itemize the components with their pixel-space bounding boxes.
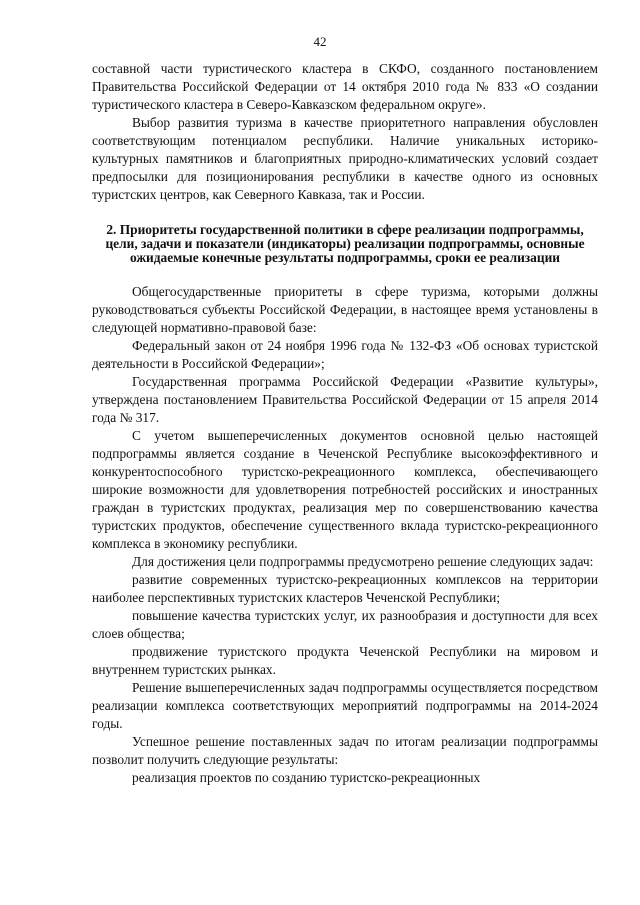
- paragraph: С учетом вышеперечисленных документов основной целью настоящей подпрограммы является создание в Чеченской Республике высокоэффективного и конкурентоспособного туристско-рекреационного комплекса, обеспечивающего широкие возможности для удовлетворения потребностей российских и иностранных граждан в туристских продуктах, реализация мер по совершенствованию качества туристских продуктов, обеспечение существенного вклада туристско-рекреационного комплекса в экономику республики.: [92, 428, 598, 551]
- paragraph: Успешное решение поставленных задач по итогам реализации подпрограммы позволит получить следующие результаты:: [92, 734, 598, 767]
- paragraph: продвижение туристского продукта Чеченской Республики на мировом и внутреннем туристских рынках.: [92, 644, 598, 677]
- paragraph: Государственная программа Российской Федерации «Развитие культуры», утверждена постановлением Правительства Российской Федерации от 15 апреля 2014 года № 317.: [92, 374, 598, 425]
- paragraph: Решение вышеперечисленных задач подпрограммы осуществляется посредством реализации комплекса соответствующих мероприятий подпрограммы на 2014-2024 годы.: [92, 680, 598, 731]
- paragraph: Для достижения цели подпрограммы предусмотрено решение следующих задач:: [132, 554, 594, 569]
- document-body: [92, 60, 598, 787]
- paragraph: реализация проектов по созданию туристско-рекреационных: [132, 770, 481, 785]
- paragraph: Общегосударственные приоритеты в сфере туризма, которыми должны руководствоваться субъекты Российской Федерации, в настоящее время установлены в следующей нормативно-правовой базе:: [92, 284, 598, 335]
- paragraph: составной части туристического кластера в СКФО, созданного постановлением Правительства Российской Федерации от 14 октября 2010 года № 833 «О создании туристического кластера в Северо-Кавказском федеральном округе».: [92, 61, 598, 112]
- paragraph: развитие современных туристско-рекреационных комплексов на территории наиболее перспективных туристских кластеров Чеченской Республики;: [92, 572, 598, 605]
- paragraph: повышение качества туристских услуг, их разнообразия и доступности для всех слоев общества;: [92, 608, 598, 641]
- paragraph: Федеральный закон от 24 ноября 1996 года № 132-ФЗ «Об основах туристской деятельности в Российской Федерации»;: [92, 338, 598, 371]
- paragraph: Выбор развития туризма в качестве приоритетного направления обусловлен соответствующим потенциалом республики. Наличие уникальных историко-культурных памятников и благоприятных природно-климатических условий создает предпосылки для позиционирования республики в качестве одного из основных туристских центров, как Северного Кавказа, так и России.: [92, 115, 598, 202]
- page-number: 42: [313, 34, 327, 49]
- section-heading: 2. Приоритеты государственной политики в сфере реализации подпрограммы, цели, задачи и показатели (индикаторы) реализации подпрограммы, основные ожидаемые конечные результаты подпрограммы, сроки ее реализации: [105, 222, 585, 265]
